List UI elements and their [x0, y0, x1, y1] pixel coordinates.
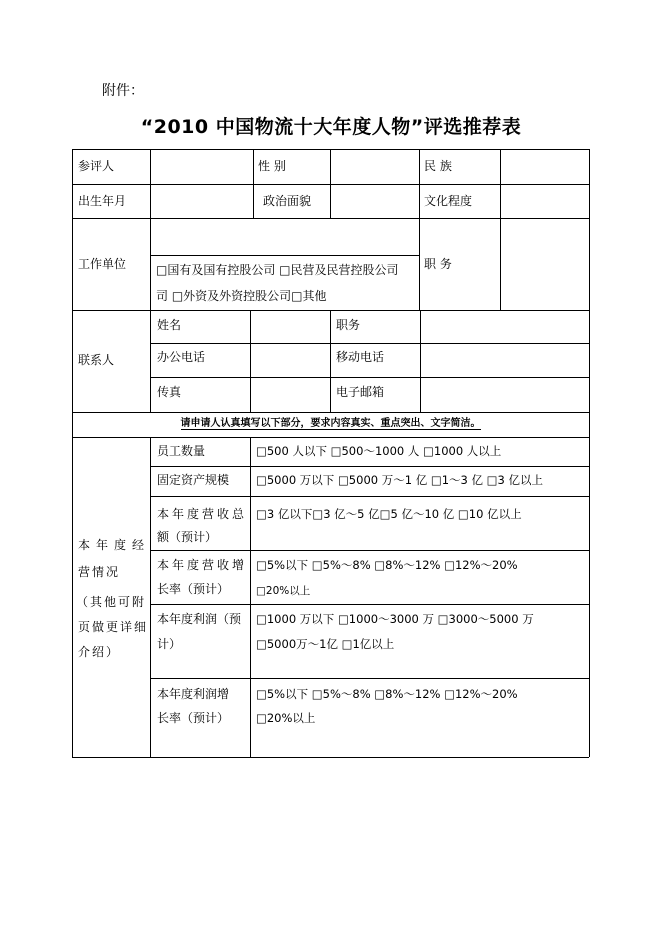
gender-label: 性 别 — [258, 159, 286, 173]
notice-text: 请申请人认真填写以下部分，要求内容真实、重点突出、文字简洁。 — [180, 418, 481, 429]
ethnicity-label: 民 族 — [424, 159, 452, 173]
business-row-options-line2[interactable]: □20%以上 — [256, 585, 311, 597]
business-row-options[interactable]: □5%以下 □5%～8% □8%～12% □12%～20% — [256, 687, 518, 701]
business-side-line4: 页做更详细 — [78, 620, 149, 634]
workplace-label: 工作单位 — [78, 257, 127, 271]
business-row-label: 本年度营收总 — [157, 507, 248, 521]
business-row-label: 员工数量 — [157, 444, 206, 458]
education-label: 文化程度 — [424, 194, 473, 208]
business-row-options-line2[interactable]: □20%以上 — [256, 711, 316, 725]
business-side-line3: （其他可附 — [76, 595, 147, 609]
business-row-label: 固定资产规模 — [157, 473, 230, 487]
business-row-options[interactable]: □500 人以下 □500～1000 人 □1000 人以上 — [256, 444, 502, 458]
business-row-label-line2: 长率（预计） — [157, 711, 230, 725]
business-row-label: 本年度营收增 — [157, 558, 248, 572]
political-label: 政治面貌 — [263, 194, 312, 208]
email-label: 电子邮箱 — [336, 385, 385, 399]
business-side-line2: 营情况 — [78, 565, 121, 579]
business-row-label-line2: 额（预计） — [157, 530, 218, 544]
form-title: “2010 中国物流十大年度人物”评选推荐表 — [140, 116, 522, 138]
business-row-label-line2: 计） — [157, 637, 182, 651]
business-side-line1: 本年度经 — [78, 538, 151, 552]
business-row-label: 本年度利润增 — [157, 687, 230, 701]
business-row-options[interactable]: □5%以下 □5%～8% □8%～12% □12%～20% — [256, 558, 518, 572]
business-row-options-line2[interactable]: □5000万～1亿 □1亿以上 — [256, 637, 395, 651]
nominee-label: 参评人 — [78, 159, 115, 173]
mobile-label: 移动电话 — [336, 350, 385, 364]
contact-name-label: 姓名 — [157, 318, 182, 332]
position-label: 职 务 — [424, 257, 452, 271]
business-row-options[interactable]: □1000 万以下 □1000～3000 万 □3000～5000 万 — [256, 612, 534, 626]
workplace-options-line1[interactable]: □国有及国有控股公司 □民营及民营控股公司 — [156, 263, 399, 277]
business-row-label-line2: 长率（预计） — [157, 582, 230, 596]
business-row-options[interactable]: □3 亿以下□3 亿～5 亿□5 亿～10 亿 □10 亿以上 — [256, 507, 522, 521]
contact-label: 联系人 — [78, 353, 115, 367]
workplace-options-line2[interactable]: 司 □外资及外资控股公司□其他 — [156, 289, 327, 303]
contact-duty-label: 职务 — [336, 318, 361, 332]
birth-label: 出生年月 — [78, 194, 127, 208]
notice-banner — [72, 412, 589, 436]
business-row-options[interactable]: □5000 万以下 □5000 万～1 亿 □1～3 亿 □3 亿以上 — [256, 473, 544, 487]
office-phone-label: 办公电话 — [157, 350, 206, 364]
business-side-line5: 介绍） — [78, 645, 121, 659]
business-row-label: 本年度利润（预 — [157, 612, 242, 626]
attachment-label: 附件： — [102, 83, 144, 99]
fax-label: 传真 — [157, 385, 182, 399]
